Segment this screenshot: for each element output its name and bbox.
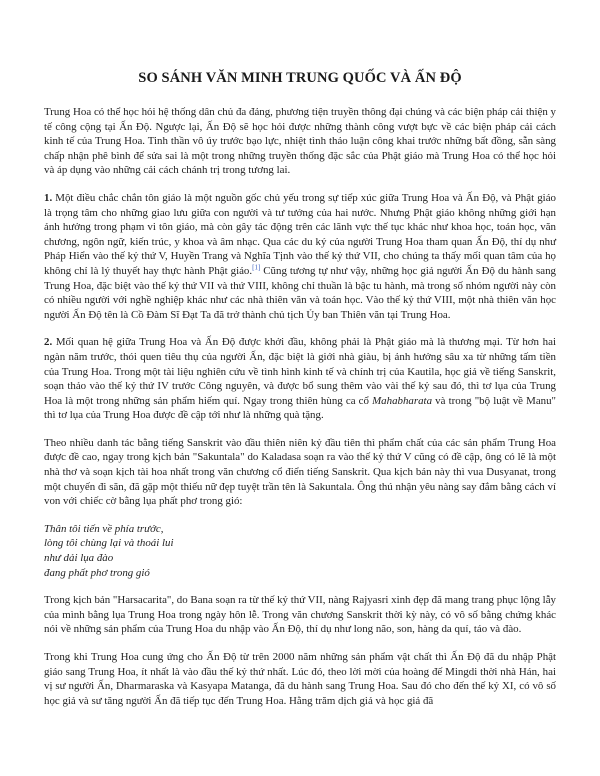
poem-line: lòng tôi chùng lại và thoái lui — [44, 537, 174, 550]
poem-line: như dải lụa đào — [44, 552, 114, 565]
section-1-paragraph — [44, 191, 556, 322]
section-2-paragraph — [44, 335, 556, 423]
footnote-link[interactable]: [1] — [252, 263, 261, 272]
epic-title: Mahabharata — [372, 394, 433, 407]
poem-line: Thân tôi tiến về phía trước, — [44, 522, 164, 535]
section-1-text-b: Cũng tương tự như vậy, những học giả người Ấn Độ du hành sang Trung Hoa, đặc biệt vào thế kỷ thứ VII và thứ VIII, không chỉ thuần là bậc tu hành, mà trong số nhóm người này còn có nhiều người với nghề nghiệp khác như các nhà thiên văn và toán học. Vào thế kỷ thứ VIII, một nhà thiên văn học người Ấn Độ tên là Cồ Đàm Sĩ Đạt Ta đã trở thành chủ tịch Ủy ban Thiên văn tại Trung Hoa. — [44, 264, 556, 321]
document-title: SO SÁNH VĂN MINH TRUNG QUỐC VÀ ẤN ĐỘ — [138, 70, 462, 86]
section-1-number: 1. — [44, 191, 53, 204]
section-2-number: 2. — [44, 336, 53, 349]
poem-block — [44, 522, 556, 580]
section-2-text-b: và trong "bộ luật về Manu" thì tơ lụa của Trung Hoa được đề cập tới như là những quà tặng. — [44, 394, 556, 422]
section-2-text-a: Mối quan hệ giữa Trung Hoa và Ấn Độ được khởi đầu, không phải là Phật giáo mà là thương mại. Từ hơn hai ngàn năm trước, thói quen tiêu thụ của người Ấn, đặc biệt là giới nhà giàu, bị ảnh hưởng sâu xa từ những tấm tiền của Trung Hoa. Trong một tài liệu nghiên cứu về tình hình kinh tế và chính trị của Kautila, học giả về tiếng Sanskrit, soạn thảo vào thế kỷ thứ IV trước Công nguyên, và được bổ sung thêm vào vài thế kỷ sau đó, thì tơ lụa của Trung Hoa là một trong những sản phẩm hiếm quí. Ngay trong thiên hùng ca cổ — [44, 336, 556, 407]
paragraph-buddhism-transmission: Trong khi Trung Hoa cung ứng cho Ấn Độ từ trên 2000 năm những sản phẩm vật chất thì Ấn Độ đã du nhập Phật giáo sang Trung Hoa, ít nhất là vào đầu thế kỷ thứ nhất. Lúc đó, theo lời mời của hoàng đế Mingdi thời nhà Hán, hai vị sư người Ấn, Dharmaraska và Kasyapa Matanga, đã du hành sang Trung Hoa. Sau đó cho đến thế kỷ XI, có vô số học giả và sư tăng người Ấn đã tiếp tục đến Trung Hoa. Hằng trăm dịch giả và học giả đã — [44, 651, 556, 707]
intro-paragraph: Trung Hoa có thể học hỏi hệ thống dân chủ đa đảng, phương tiện truyền thông đại chúng và các biện pháp cải thiện y tế công cộng tại Ấn Độ. Ngược lại, Ấn Độ sẽ học hỏi được những thành công vượt bực về các biện pháp cải cách kinh tế của Trung Hoa. Tinh thần vô úy trước bạo lực, nhiệt tình thảo luận công khai trước những bất đồng, sẵn sàng chấp nhận phê bình để sửa sai là một trong những truyền thống đặc sắc của Phật giáo mà Trung Hoa có thể học hỏi và áp dụng vào những cải cách chánh trị trong tương lai. — [44, 106, 556, 177]
paragraph-harsacarita: Trong kịch bản "Harsacarita", do Bana soạn ra từ thế kỷ thứ VII, nàng Rajyasri xinh đẹp đã mang trang phục lộng lẫy của mình bằng lụa Trung Hoa trong ngày hôn lễ. Trong văn chương Sanskrit thời kỳ này, có vô số bằng chứng khác nói về những sản phẩm của Trung Hoa du nhập vào Ấn Độ, thí dụ như long não, son, hàng da quí, táo và đào. — [44, 594, 556, 636]
poem-line: đang phất phơ trong gió — [44, 566, 150, 579]
paragraph-sakuntala: Theo nhiều danh tác bằng tiếng Sanskrit vào đầu thiên niên kỷ đầu tiên thì phẩm chất của các sản phẩm Trung Hoa được đề cao, ngay trong kịch bản "Sakuntala" do Kaladasa soạn ra vào thế kỷ thứ V cũng có đề cập, ông có lẽ là một nhà thơ và soạn kịch tài hoa nhất trong văn chương cổ điển tiếng Sanskrit. Qua kịch bản này thì vua Dusyanat, trong một chuyến đi săn, đã gặp một thiếu nữ đẹp tuyệt trần tên là Sakuntala. Ông thú nhận yêu nàng say đắm bằng cách ví von với chiếc cờ bằng lụa phất phơ trong gió: — [44, 436, 556, 508]
section-1-text-a: Một điều chắc chắn tôn giáo là một nguồn gốc chủ yếu trong sự tiếp xúc giữa Trung Hoa và Ấn Độ, và Phật giáo là trọng tâm cho những giao lưu giữa con người và tư tưởng của hai nước. Nhưng Phật giáo không những giới hạn ảnh hưởng trong phạm vi tôn giáo, mà còn gây tác động trên các lãnh vực thế tục khác như khoa học, toán học, văn chương, ngôn ngữ, kiến trúc, y khoa và âm nhạc. Qua các du ký của người Trung Hoa tham quan Ấn Độ, thí dụ như Pháp Hiển vào thế kỷ thứ V, Huyền Trang và Nghĩa Tịnh vào thế kỷ thứ VII, cho chúng ta thấy mối quan tâm của họ không chỉ là lý thuyết hay thực hành Phật giáo. — [44, 191, 556, 277]
